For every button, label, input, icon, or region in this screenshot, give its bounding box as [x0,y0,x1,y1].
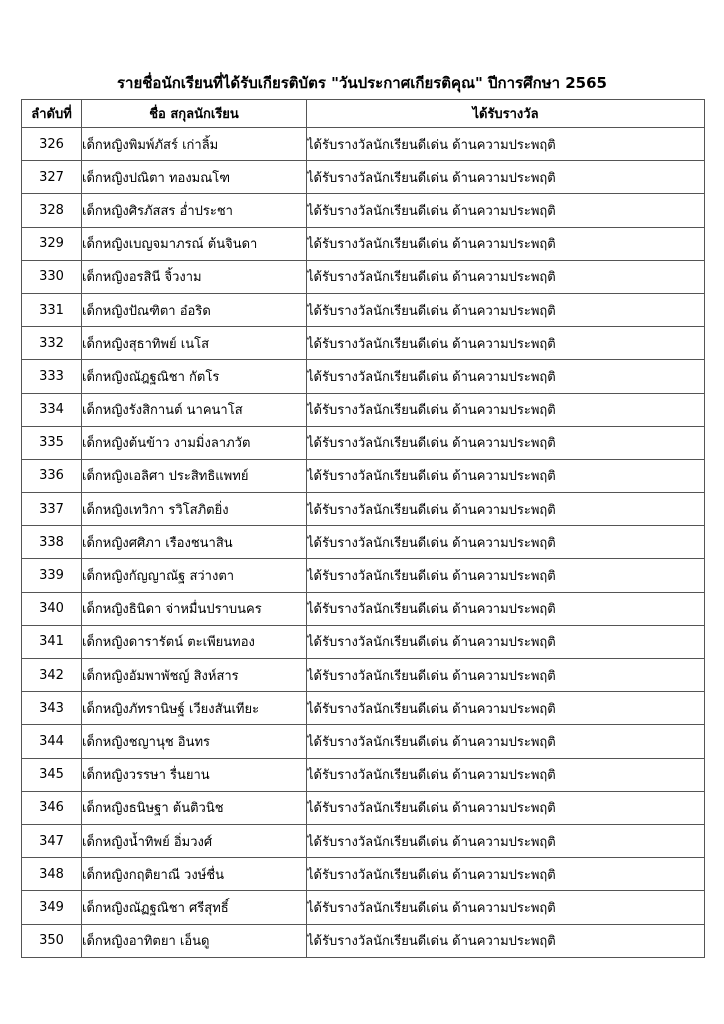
award-table [21,99,705,958]
award-text: ได้รับรางวัลนักเรียนดีเด่น ด้านความประพฤติ [307,327,705,360]
award-text: ได้รับรางวัลนักเรียนดีเด่น ด้านความประพฤติ [307,625,705,658]
row-number: 340 [22,592,82,625]
award-text: ได้รับรางวัลนักเรียนดีเด่น ด้านความประพฤติ [307,128,705,161]
row-number: 327 [22,161,82,194]
award-text: ได้รับรางวัลนักเรียนดีเด่น ด้านความประพฤติ [307,526,705,559]
award-text: ได้รับรางวัลนักเรียนดีเด่น ด้านความประพฤติ [307,559,705,592]
student-name: เด็กหญิงกัญญาณัฐ สว่างตา [82,559,307,592]
table-row [22,194,705,227]
award-text: ได้รับรางวัลนักเรียนดีเด่น ด้านความประพฤติ [307,791,705,824]
table-row [22,824,705,857]
table-row [22,692,705,725]
row-number: 330 [22,260,82,293]
award-text: ได้รับรางวัลนักเรียนดีเด่น ด้านความประพฤติ [307,493,705,526]
row-number: 348 [22,858,82,891]
row-number: 335 [22,426,82,459]
student-name: เด็กหญิงเบญจมาภรณ์ ต้นจินดา [82,227,307,260]
table-row [22,493,705,526]
student-name: เด็กหญิงธินิดา จ่าหมื่นปราบนคร [82,592,307,625]
row-number: 336 [22,459,82,492]
row-number: 342 [22,659,82,692]
row-number: 341 [22,625,82,658]
table-row [22,725,705,758]
row-number: 334 [22,393,82,426]
award-text: ได้รับรางวัลนักเรียนดีเด่น ด้านความประพฤติ [307,459,705,492]
row-number: 331 [22,293,82,326]
row-number: 338 [22,526,82,559]
row-number: 337 [22,493,82,526]
award-text: ได้รับรางวัลนักเรียนดีเด่น ด้านความประพฤติ [307,692,705,725]
award-text: ได้รับรางวัลนักเรียนดีเด่น ด้านความประพฤติ [307,260,705,293]
table-row [22,360,705,393]
award-text: ได้รับรางวัลนักเรียนดีเด่น ด้านความประพฤติ [307,161,705,194]
award-text: ได้รับรางวัลนักเรียนดีเด่น ด้านความประพฤติ [307,824,705,857]
award-text: ได้รับรางวัลนักเรียนดีเด่น ด้านความประพฤติ [307,592,705,625]
award-text: ได้รับรางวัลนักเรียนดีเด่น ด้านความประพฤติ [307,659,705,692]
page-title: รายชื่อนักเรียนที่ได้รับเกียรติบัตร "วันประกาศเกียรติคุณ" ปีการศึกษา 2565 [116,74,607,92]
table-row [22,426,705,459]
student-name: เด็กหญิงอรสินี จิ้วงาม [82,260,307,293]
student-name: เด็กหญิงเทวิกา รวิโสภิตยิ่ง [82,493,307,526]
table-row [22,128,705,161]
student-name: เด็กหญิงศศิภา เรืองชนาสิน [82,526,307,559]
header-name: ชื่อ สกุลนักเรียน [82,100,307,128]
award-text: ได้รับรางวัลนักเรียนดีเด่น ด้านความประพฤติ [307,891,705,924]
table-row [22,293,705,326]
table-row [22,559,705,592]
row-number: 350 [22,924,82,957]
table-row [22,393,705,426]
student-name: เด็กหญิงรังสิกานต์ นาคนาโส [82,393,307,426]
row-number: 326 [22,128,82,161]
table-row [22,858,705,891]
table-body [22,128,705,958]
student-name: เด็กหญิงปณิตา ทองมณโฑ [82,161,307,194]
award-text: ได้รับรางวัลนักเรียนดีเด่น ด้านความประพฤติ [307,758,705,791]
row-number: 346 [22,791,82,824]
student-name: เด็กหญิงพิมพ์ภัสร์ เก่าลิ้ม [82,128,307,161]
student-name: เด็กหญิงกฤติยาณี วงษ์ชื่น [82,858,307,891]
header-order: ลำดับที่ [22,100,82,128]
student-name: เด็กหญิงเอลิศา ประสิทธิแพทย์ [82,459,307,492]
student-name: เด็กหญิงสุธาทิพย์ เนโส [82,327,307,360]
student-name: เด็กหญิงณัฎฐณิชา กัตโร [82,360,307,393]
table-row [22,758,705,791]
student-name: เด็กหญิงดารารัตน์ ตะเพียนทอง [82,625,307,658]
table-row [22,227,705,260]
table-row [22,592,705,625]
award-text: ได้รับรางวัลนักเรียนดีเด่น ด้านความประพฤติ [307,725,705,758]
table-row [22,260,705,293]
student-name: เด็กหญิงอาทิตยา เอ็นดู [82,924,307,957]
table-row [22,924,705,957]
row-number: 344 [22,725,82,758]
row-number: 349 [22,891,82,924]
award-text: ได้รับรางวัลนักเรียนดีเด่น ด้านความประพฤติ [307,924,705,957]
award-text: ได้รับรางวัลนักเรียนดีเด่น ด้านความประพฤติ [307,293,705,326]
award-text: ได้รับรางวัลนักเรียนดีเด่น ด้านความประพฤติ [307,360,705,393]
header-award: ได้รับรางวัล [307,100,705,128]
award-text: ได้รับรางวัลนักเรียนดีเด่น ด้านความประพฤติ [307,426,705,459]
student-name: เด็กหญิงชญานุช อินทร [82,725,307,758]
row-number: 333 [22,360,82,393]
table-row [22,659,705,692]
award-text: ได้รับรางวัลนักเรียนดีเด่น ด้านความประพฤติ [307,393,705,426]
row-number: 343 [22,692,82,725]
table-row [22,459,705,492]
student-name: เด็กหญิงอัมพาพัชญ์ สิงห์สาร [82,659,307,692]
student-name: เด็กหญิงต้นข้าว งามมิ่งลาภวัต [82,426,307,459]
table-row [22,327,705,360]
table-row [22,526,705,559]
row-number: 345 [22,758,82,791]
table-row [22,625,705,658]
row-number: 329 [22,227,82,260]
student-name: เด็กหญิงธนิษฐา ต้นติวนิช [82,791,307,824]
student-name: เด็กหญิงศิรภัสสร อ่ำประชา [82,194,307,227]
row-number: 332 [22,327,82,360]
student-name: เด็กหญิงณัฏฐณิชา ศรีสุทธิ์ [82,891,307,924]
table-row [22,791,705,824]
award-text: ได้รับรางวัลนักเรียนดีเด่น ด้านความประพฤติ [307,194,705,227]
row-number: 347 [22,824,82,857]
row-number: 328 [22,194,82,227]
row-number: 339 [22,559,82,592]
student-name: เด็กหญิงภัทรานิษฐ์ เวียงสันเทียะ [82,692,307,725]
table-row [22,161,705,194]
student-name: เด็กหญิงวรรษา รื่นยาน [82,758,307,791]
table-header-row [22,100,705,128]
student-name: เด็กหญิงน้ำทิพย์ อิ่มวงศ์ [82,824,307,857]
award-text: ได้รับรางวัลนักเรียนดีเด่น ด้านความประพฤติ [307,858,705,891]
award-text: ได้รับรางวัลนักเรียนดีเด่น ด้านความประพฤติ [307,227,705,260]
student-name: เด็กหญิงปัณฑิตา อ๋อริด [82,293,307,326]
table-row [22,891,705,924]
